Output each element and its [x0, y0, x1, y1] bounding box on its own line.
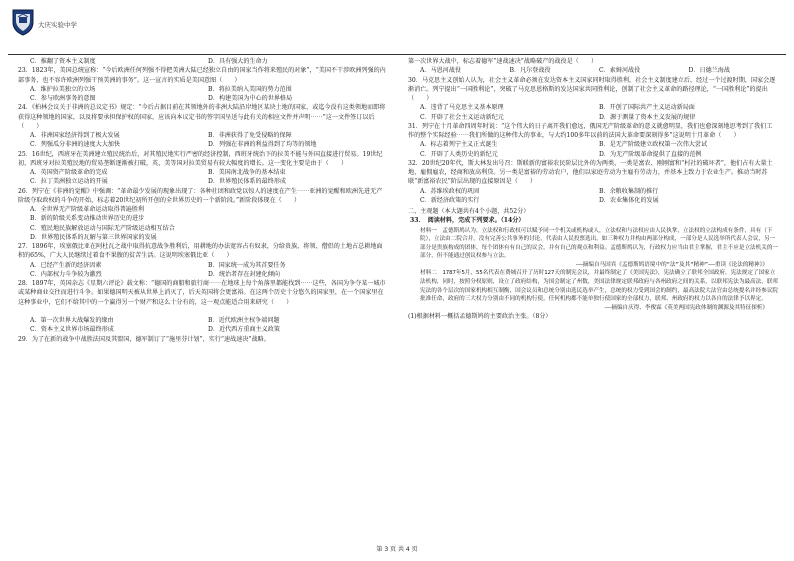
school-name: 大庆实验中学 [38, 21, 77, 29]
question-33-requirement-1: (1)根据材料一概括孟德斯鸠的主要政治主张。（8分） [408, 313, 552, 321]
header-divider [8, 54, 786, 55]
option: D．世界殖民体系的最终形成 [208, 178, 287, 186]
option: C．开辟了人类历史的新纪元 [420, 150, 498, 158]
option: A．维护拉美独立的立场 [30, 85, 96, 93]
option: C．索姆河战役 [599, 67, 641, 75]
page-header [8, 4, 786, 48]
option: C．推翻了资本主义制度 [30, 58, 96, 65]
option: A．已经产生新的经济因素 [30, 261, 102, 269]
option: A．第一次世界大战爆发的缘由 [30, 317, 114, 324]
option: C．内部权力斗争较为激烈 [30, 270, 102, 278]
option: D．统治者存在封建化倾向 [208, 270, 280, 278]
question-23-stem: 23．1823年，美国总统宣称：“今后欧洲任何列强不得把美洲大陆已经独立自由的国家当作将来殖民的对象”，“美国不干涉欧洲列强的内部事务，也不容许欧洲列强干预美洲的事务”。这一宣言的实质是美国意图（ ） [18, 67, 386, 84]
option: D．具有强大的生命力 [208, 58, 268, 65]
q22-options [18, 57, 386, 66]
q30-options [408, 103, 778, 122]
section-heading: 二、主观题（本大题共有4个小题，共52分） [408, 208, 530, 215]
option: C．开辟了社会主义运动新纪元 [420, 113, 504, 121]
option: B．新的阶级关系变动推动世界历史的进步 [30, 215, 145, 223]
option: B．开创了国际共产主义运动新局面 [599, 104, 695, 112]
option: A．非洲国家经济得到了极大发展 [30, 132, 120, 139]
q28-options [18, 316, 386, 335]
question-31-stem: 31．列宁在十月革命四周年时说：“这个伟大的日子离开我们愈远，俄国无产阶级革命的意义就愈明显，我们也愈深刻地思考到了我们工作的整个实际经验⋯⋯我们所做的这种伟大的事业，与大约100多年以前的法国大革命要深刻得多”这说明十月革命（ ） [408, 122, 773, 139]
question-25-stem: 25．16世纪，西班牙在美洲建立殖民统治后，对其殖民地实行严密的经济控制，西班牙统治下的拉美不能与外国直接进行贸易。19世纪初，西班牙对拉美殖民地的贸易垄断逐渐被打破，英、美等国对拉美贸易有较大幅度的增长。这一变化主要是由于（ ） [18, 150, 383, 167]
q32-options [408, 187, 778, 206]
option: D．构建美国为中心的世界格局 [208, 95, 293, 102]
material-1-source: ——摘编自马国宾《孟德斯鸠语境中的“法”及其“精神”——重读《论法的精神》》 [576, 261, 768, 268]
option: A．全世界无产阶级革命运动取得普遍胜利 [30, 206, 145, 213]
option: C．新经济政策的实行 [420, 196, 480, 204]
q23-options [18, 85, 386, 104]
q26-options [18, 205, 386, 242]
material-block [408, 227, 778, 313]
question-29-stem: 29．为了在新的战争中战胜法国及其盟国，德军制订了“施里芬计划”，实行“速战速决”战略。 [18, 335, 270, 343]
option: D．列强在非洲的利益得到了均等的领地 [208, 141, 317, 149]
question-33-stem: 33． 阅读材料，完成下列要求。（14分） [410, 217, 525, 225]
question-26-stem: 26．列宁在《非洲的觉醒》中强调：“革命最少发展的现象出现了：各种社团和政党以惊人的速度在产生⋯⋯亚洲的觉醒和欧洲先进无产阶级夺取政权的斗争的开始，标志着20世纪初所开创的全世界历史的一个新阶段。”新阶段体现在（ ） [18, 187, 383, 204]
left-column [18, 57, 386, 344]
option: D．日德兰海战 [688, 67, 730, 75]
option: B．将拉美纳入美国的势力范围 [208, 85, 292, 93]
page-number: 第 3 页 共 4 页 [376, 546, 418, 553]
option: C．列强瓜分非洲的速度大大加快 [30, 141, 120, 149]
q29-options [408, 66, 778, 75]
question-28-stem: 28．1897年，英国杂志《星期六评论》载文称：“德国的商船和旅行商⋯⋯在地球上每个角落里都能找到⋯⋯这些，各国为争夺某一城市或某种商业交往而进行斗争。如果德国明天被从世界上消灭了，后天英国将会更富裕。在这两个历史十分悠久的国家里，在一个国家里在这种事业中，它们不给其中的一个赢得另一个财产和这么十分有的，这一观点能适合用来研究（ ） [18, 280, 386, 306]
option: A．马恩河战役 [420, 67, 461, 75]
question-27-stem: 27．1896年，埃塞俄比亚在阿杜瓦之战中取得抗意战争胜利后，用耕地的办法宽容占有奴隶，分给贵族、将领、僧侣的土地占总耕地面积的65%，广大人民继续过着食不果腹的贫苦生活。这说明埃塞俄比亚（ ） [18, 243, 383, 260]
q27-options [18, 261, 386, 280]
option: B．余粮收集制的推行 [599, 187, 659, 195]
material-2: 材料二 1787年5月，55名代表在费城召开了历时127天的制宪会议，并最终制定了《美国宪法》，宪法确立了联邦全国政府。宪法规定了国家立法机构，同时，按照分权原则，设立了政府结构，为国会制定了州数，美国法律规定联邦政府与各州政府之间的关系，以联邦宪法为最高法，联邦宪法的各个层次的国家机构相互制衡，国会议员和总统分别由选民选举产生，总统的权力受到国会的制约，最高法院大法官由总统提名并经参议院批准任命，政府的三大权力分别由不同的机构行使，任何机构都不能单独行使国家的全部权力，联邦、州政府的权力以各自的法律予以界定。 [420, 270, 779, 303]
material-1: 材料一 孟德斯鸠认为，立法权和行政权可以赋予同一个机关或机构或人，立法权和与法权应由人民执掌，立法权的立法构成有条件，具有（下院），立法由二院合并，没有完善公共事务的讨论，代表由人民投票选出。如三种权力并构由两部分构成，一部分是人民选举所代表人会议，另一部分是贵族构成的团体，每个团体有有自己的议会，并有自己的观点和利益。孟德斯鸠认为，行政权力应当由君主掌握，君主不应是立法机关的一部分，但不能通过创议权参与立法。 [420, 227, 779, 260]
option: C．殖民地民族解放运动与国际无产阶级运动相互结合 [30, 224, 175, 232]
option: B．是无产阶级建立政权第一次伟大尝试 [599, 141, 708, 149]
option: D．世界殖民体系的瓦解与第三世界国家的发展 [30, 233, 157, 241]
option: A．违背了马克思主义基本原理 [420, 104, 504, 112]
option: A．英国资产阶级革命的完成 [30, 169, 108, 176]
option: B．近代欧洲主权争端问题 [208, 317, 280, 324]
question-30-stem: 30．马克思主义创始人认为，社会主义革命必须在发达资本主义国家同时取得胜利，社会主义制度建立后，经过一个过渡时期，国家会逐渐消亡。列宁提出“一国胜利论”，突破了马克思恩格斯的发达国家共同胜利论，创制了社会主义革命的路径理论，“一国胜利论”的提出（ ） [408, 76, 776, 102]
q25-options [18, 168, 386, 187]
option: D．近代西方重商主义政策 [208, 326, 280, 334]
option: C．参与欧洲事务的意图 [30, 95, 96, 102]
option: A．标志着列宁主义正式诞生 [420, 141, 498, 149]
option: C．资本主义世界市场最终形成 [30, 326, 114, 334]
option: B．凡尔登战役 [509, 67, 551, 75]
question-24-stem: 24．《柏林会议关于非洲的总议定书》规定：“今后占据目前在其领地外的非洲大陆沿岸地区某块土地的国家，或迄今没有这类领地而即将获得这种领地的国家，以及将要承担保护权的国家，应该向本议定书的签字国呈送与此有关的相应文件并声明⋯⋯”这一文件签订以后（ ） [18, 104, 386, 130]
q31-options [408, 140, 778, 159]
option: D．源于测量了资本主义发展的规律 [599, 113, 696, 121]
material-2-source: ——摘编自庆得、李俊霖《英美两国宪政体制的渊源及其特征探析》 [604, 304, 768, 311]
option: B．非洲获得了免受侵略的保障 [208, 132, 292, 139]
option: A．苏维埃政权的巩固 [420, 187, 480, 195]
right-column [408, 57, 778, 322]
question-29-continued: 第一次世界大战中，标志着德军“速战速决”战略破产的战役是（ ） [408, 58, 598, 65]
option: B．国家统一成为其首要任务 [208, 261, 286, 269]
school-crest-icon [10, 8, 36, 36]
option: D．为无产阶级革命提供了直接的范例 [599, 150, 702, 158]
option: D．农业集体化的发展 [599, 196, 659, 204]
option: C．拉丁美洲独立运动的开展 [30, 178, 108, 186]
question-32-stem: 32．20世纪20年代，斯大林发出号召：斯联新的富裕农民阶层比外的为两类，一类是富农、刚刚富和“村社的破坏者”，他们占有大量土地，雇佣雇农，经商和放高利贷。另一类是富裕的劳动农户，他们以家庭劳动为主雇有劳动力，并基本上致力于农业生产。推动当时苏联“新富裕农民”阶层出现的直接原因是（ ） [408, 159, 773, 186]
q24-options [18, 131, 386, 150]
option: B．美国南北战争的基本结束 [208, 169, 286, 176]
